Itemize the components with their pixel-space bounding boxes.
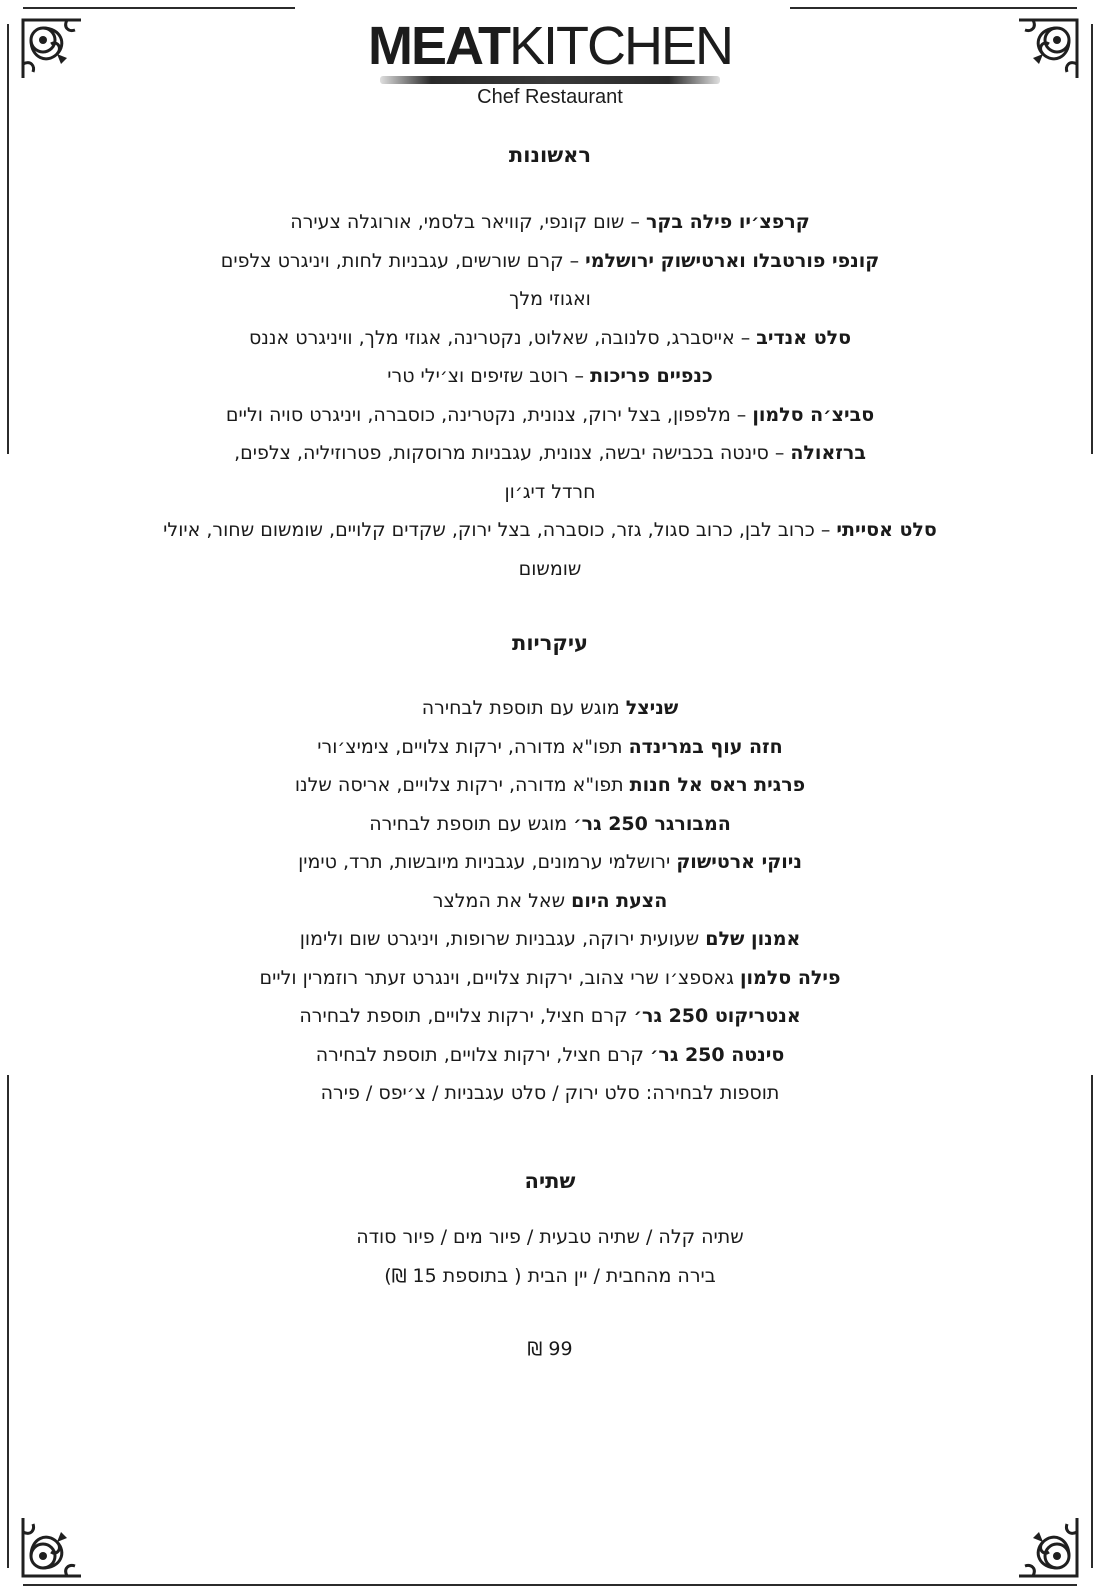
drinks-section bbox=[120, 1166, 980, 1295]
drinks-line: שתיה קלה / שתיה טבעית / פיור מים / פיור סודה bbox=[356, 1226, 744, 1248]
menu-item-description: מוגש עם תוספת לבחירה bbox=[369, 812, 574, 835]
menu-item-name: פרגית ראס אל חנות bbox=[629, 774, 806, 796]
menu-item bbox=[120, 434, 980, 473]
menu-price: 99 ₪ bbox=[527, 1338, 573, 1360]
menu-item-description: ואגוזי מלך bbox=[509, 288, 591, 310]
menu-item-name: חזה עוף במרינדה bbox=[628, 735, 783, 758]
logo-brand-bold: MEAT bbox=[368, 16, 509, 76]
menu-item bbox=[120, 203, 980, 242]
menu-item-description: – שום קונפי, קוויאר בלסמי, אורוגלה צעירה bbox=[290, 211, 646, 233]
menu-item-name: סביצ׳ה סלמון bbox=[752, 403, 875, 426]
menu-item-description: ירושלמי ערמונים, עגבניות מיובשות, תרד, טימין bbox=[298, 851, 677, 873]
price-section bbox=[120, 1330, 980, 1369]
menu-item-name: ניוקי ארטישוק bbox=[676, 851, 802, 873]
corner-ornament-bottom-right-icon bbox=[1013, 1512, 1083, 1582]
drinks-list bbox=[120, 1218, 980, 1295]
menu-item bbox=[120, 280, 980, 319]
menu-item bbox=[120, 319, 980, 358]
menu-item-name: סינטה 250 גר׳ bbox=[649, 1043, 785, 1066]
menu-item-description: שאל את המלצר bbox=[432, 889, 572, 912]
mains-title: עיקריות bbox=[511, 631, 588, 655]
menu-item-description: מוגש עם תוספת לבחירה bbox=[421, 697, 626, 719]
menu-item-description: תפו"א מדורה, ירקות צלויים, צימיצ׳ורי bbox=[317, 735, 629, 758]
menu-item-description: קרם חציל, ירקות צלויים, תוספת לבחירה bbox=[299, 1005, 634, 1027]
menu-item bbox=[120, 959, 980, 998]
menu-item bbox=[120, 1074, 980, 1113]
menu-item-description: – אייסברג, סלנובה, שאלוט, נקטרינה, אגוזי מלך, וויניגרט אננס bbox=[248, 326, 757, 349]
menu-item-name: קונפי פורטבלו וארטישוק ירושלמי bbox=[585, 249, 880, 272]
logo-subtitle: Chef Restaurant bbox=[477, 86, 623, 108]
menu-item bbox=[120, 550, 980, 589]
corner-ornament-bottom-left-icon bbox=[17, 1512, 87, 1582]
menu-item bbox=[120, 997, 980, 1036]
menu-item bbox=[120, 511, 980, 550]
menu-item-description: שעועית ירוקה, עגבניות שרופות, ויניגרט שום ולימון bbox=[299, 928, 706, 950]
menu-item-name: אמנון שלם bbox=[705, 928, 801, 950]
menu-item bbox=[120, 1036, 980, 1075]
menu-item-name: פילה סלמון bbox=[740, 966, 841, 989]
menu-item-description: – מלפפון, בצל ירוק, צנונית, נקטרינה, כוסברה, ויניגרט סויה וליים bbox=[225, 403, 753, 426]
drinks-title: שתיה bbox=[524, 1169, 576, 1193]
menu-item-name: אנטריקוט 250 גר׳ bbox=[633, 1005, 801, 1027]
menu-item-description: קרם חציל, ירקות צלויים, תוספת לבחירה bbox=[315, 1043, 650, 1066]
frame-top-right-line bbox=[790, 7, 1077, 9]
logo-brush-stroke bbox=[380, 76, 720, 84]
menu-item-name: הצעת היום bbox=[571, 889, 668, 912]
mains-section bbox=[120, 628, 980, 1113]
frame-right-line-bottom bbox=[1091, 1075, 1093, 1568]
menu-item bbox=[120, 728, 980, 767]
menu-item bbox=[120, 882, 980, 921]
menu-item bbox=[120, 242, 980, 281]
menu-item-name: כנפיים פריכות bbox=[590, 365, 713, 387]
menu-item-description: חרדל דיג׳ון bbox=[504, 480, 596, 503]
menu-item bbox=[120, 473, 980, 512]
menu-item-description: – כרוב לבן, כרוב סגול, גזר, כוסברה, בצל ירוק, שקדים קלויים, שומשום שחור, איולי bbox=[163, 519, 837, 541]
starters-list bbox=[120, 203, 980, 588]
menu-item bbox=[120, 805, 980, 844]
menu-item-description: – קרם שורשים, עגבניות לחות, ויניגרט צלפים bbox=[220, 249, 586, 272]
restaurant-logo bbox=[0, 18, 1100, 109]
menu-item bbox=[120, 843, 980, 882]
logo-wordmark bbox=[0, 18, 1100, 74]
menu-item-name: סלט אסייתי bbox=[836, 519, 937, 541]
menu-item-description: תפו"א מדורה, ירקות צלויים, אריסה שלנו bbox=[294, 774, 630, 796]
menu-item-description: – סינטה בכבישה יבשה, צנונית, עגבניות מרוסקות, פטרוזיליה, צלפים, bbox=[234, 442, 791, 464]
menu-item-description: תוספות לבחירה: סלט ירוק / סלט עגבניות / צ׳יפס / פירה bbox=[320, 1082, 780, 1104]
menu-item bbox=[120, 920, 980, 959]
menu-item-name: שניצל bbox=[625, 697, 679, 719]
frame-bottom-line bbox=[23, 1584, 1077, 1586]
menu-item-name: קרפצ׳יו פילה בקר bbox=[645, 211, 810, 233]
menu-item-name: ברזאולה bbox=[790, 442, 866, 464]
menu-item-name: המבורגר 250 גר׳ bbox=[573, 812, 731, 835]
menu-item-description: שומשום bbox=[518, 557, 582, 580]
frame-left-line-bottom bbox=[7, 1075, 9, 1568]
menu-item bbox=[120, 396, 980, 435]
menu-item-name: סלט אנדיב bbox=[756, 326, 852, 349]
starters-section bbox=[120, 140, 980, 588]
menu-item bbox=[120, 357, 980, 396]
menu-item bbox=[120, 689, 980, 728]
menu-item-description: גאספצ׳ו שרי צהוב, ירקות צלויים, וינגרט זעתר רוזמרין וליים bbox=[259, 966, 740, 989]
frame-top-left-line bbox=[23, 7, 295, 9]
mains-list bbox=[120, 689, 980, 1113]
drinks-line: בירה מהחבית / יין הבית ( בתוספת 15 ₪) bbox=[384, 1264, 716, 1287]
logo-brand-light: KITCHEN bbox=[508, 16, 732, 76]
starters-title: ראשונות bbox=[508, 143, 592, 167]
menu-item-description: – רוטב שזיפים וצ׳ילי טרי bbox=[387, 365, 591, 387]
menu-item bbox=[120, 766, 980, 805]
